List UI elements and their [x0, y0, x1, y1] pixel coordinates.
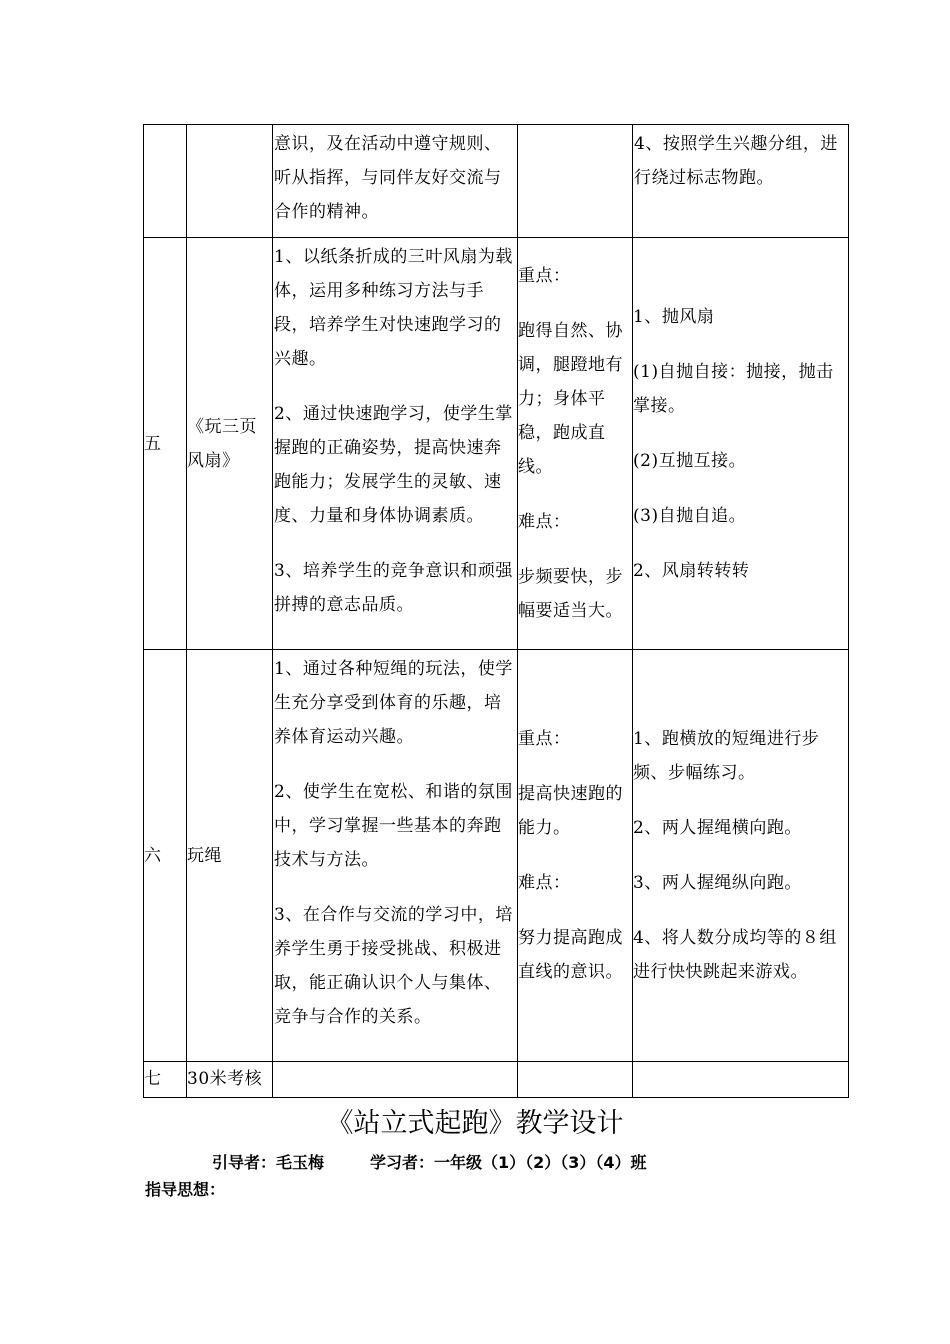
cell-activities: [633, 1062, 849, 1098]
goal-text: 2、通过快速跑学习，使学生掌握跑的正确姿势，提高快速奔跑能力；发展学生的灵敏、速度、力量和身体协调素质。: [274, 404, 513, 526]
cell-topic: 玩绳: [187, 650, 273, 1062]
goal-text: 3、在合作与交流的学习中，培养学生勇于接受挑战、积极进取，能正确认识个人与集体、竞争与合作的关系。: [274, 905, 513, 1027]
difficulty-text: 步频要快，步幅要适当大。: [518, 567, 623, 621]
cell-topic: [187, 125, 273, 238]
activity-text: 4、将人数分成均等的８组进行快快跳起来游戏。: [633, 928, 837, 982]
cell-num: 六: [144, 650, 187, 1062]
cell-keypoints: [518, 125, 633, 238]
guiding-thought-heading: 指导思想：: [145, 1180, 226, 1199]
cell-goals: [273, 125, 518, 238]
goal-text: 1、以纸条折成的三叶风扇为载体，运用多种练习方法与手段，培养学生对快速跑学习的兴趣。: [274, 247, 513, 369]
cell-activities: [633, 238, 849, 650]
document-title: 《站立式起跑》教学设计: [326, 1108, 624, 1139]
keypoint-text: 提高快速跑的能力。: [518, 784, 623, 838]
activity-text: 2、风扇转转转: [633, 560, 750, 581]
difficulty-label: 难点：: [518, 873, 571, 893]
cell-keypoints: [518, 1062, 633, 1098]
byline: [212, 1150, 693, 1173]
activity-text: 4、按照学生兴趣分组，进行绕过标志物跑。: [634, 134, 838, 188]
cell-num: 五: [144, 238, 187, 650]
cell-topic: 《玩三页风扇》: [187, 238, 273, 650]
cell-activities: [633, 650, 849, 1062]
lesson-plan-table: [143, 124, 849, 1098]
cell-num: 七: [144, 1062, 187, 1098]
table-row-continued: [144, 125, 849, 238]
cell-activities: [633, 125, 849, 238]
table-row-7: [144, 1062, 849, 1098]
activity-text: (3)自抛自追。: [633, 505, 747, 526]
activity-text: 2、两人握绳横向跑。: [633, 818, 802, 838]
keypoint-label: 重点：: [518, 729, 571, 749]
cell-topic: 30米考核: [187, 1062, 273, 1098]
keypoint-label: 重点：: [518, 266, 571, 286]
activity-text: 1、抛风扇: [633, 306, 715, 327]
activity-text: 1、跑横放的短绳进行步频、步幅练习。: [633, 729, 820, 783]
cell-keypoints: [518, 238, 633, 650]
cell-num: [144, 125, 187, 238]
guide-label: 引导者：毛玉梅: [212, 1153, 325, 1172]
activity-text: (2)互抛互接。: [633, 450, 747, 471]
goal-text: 1、通过各种短绳的玩法，使学生充分享受到体育的乐趣，培养体育运动兴趣。: [274, 659, 513, 747]
goal-text: 意识，及在活动中遵守规则、听从指挥，与同伴友好交流与合作的精神。: [274, 134, 502, 222]
activity-text: (1)自抛自接：抛接，抛击掌接。: [633, 361, 834, 416]
cell-keypoints: [518, 650, 633, 1062]
cell-goals: [273, 650, 518, 1062]
table-row-6: [144, 650, 849, 1062]
cell-goals: [273, 1062, 518, 1098]
keypoint-text: 跑得自然、协调，腿蹬地有力；身体平稳，跑成直线。: [518, 321, 623, 477]
difficulty-label: 难点：: [518, 512, 571, 532]
goal-text: 2、使学生在宽松、和谐的氛围中，学习掌握一些基本的奔跑技术与方法。: [274, 782, 513, 870]
goal-text: 3、培养学生的竞争意识和顽强拼搏的意志品质。: [274, 561, 513, 615]
learner-label: 学习者：一年级（1）（2）（3）（4）班: [370, 1153, 647, 1172]
table-row-5: [144, 238, 849, 650]
activity-text: 3、两人握绳纵向跑。: [633, 873, 802, 893]
cell-goals: [273, 238, 518, 650]
difficulty-text: 努力提高跑成直线的意识。: [518, 928, 623, 982]
